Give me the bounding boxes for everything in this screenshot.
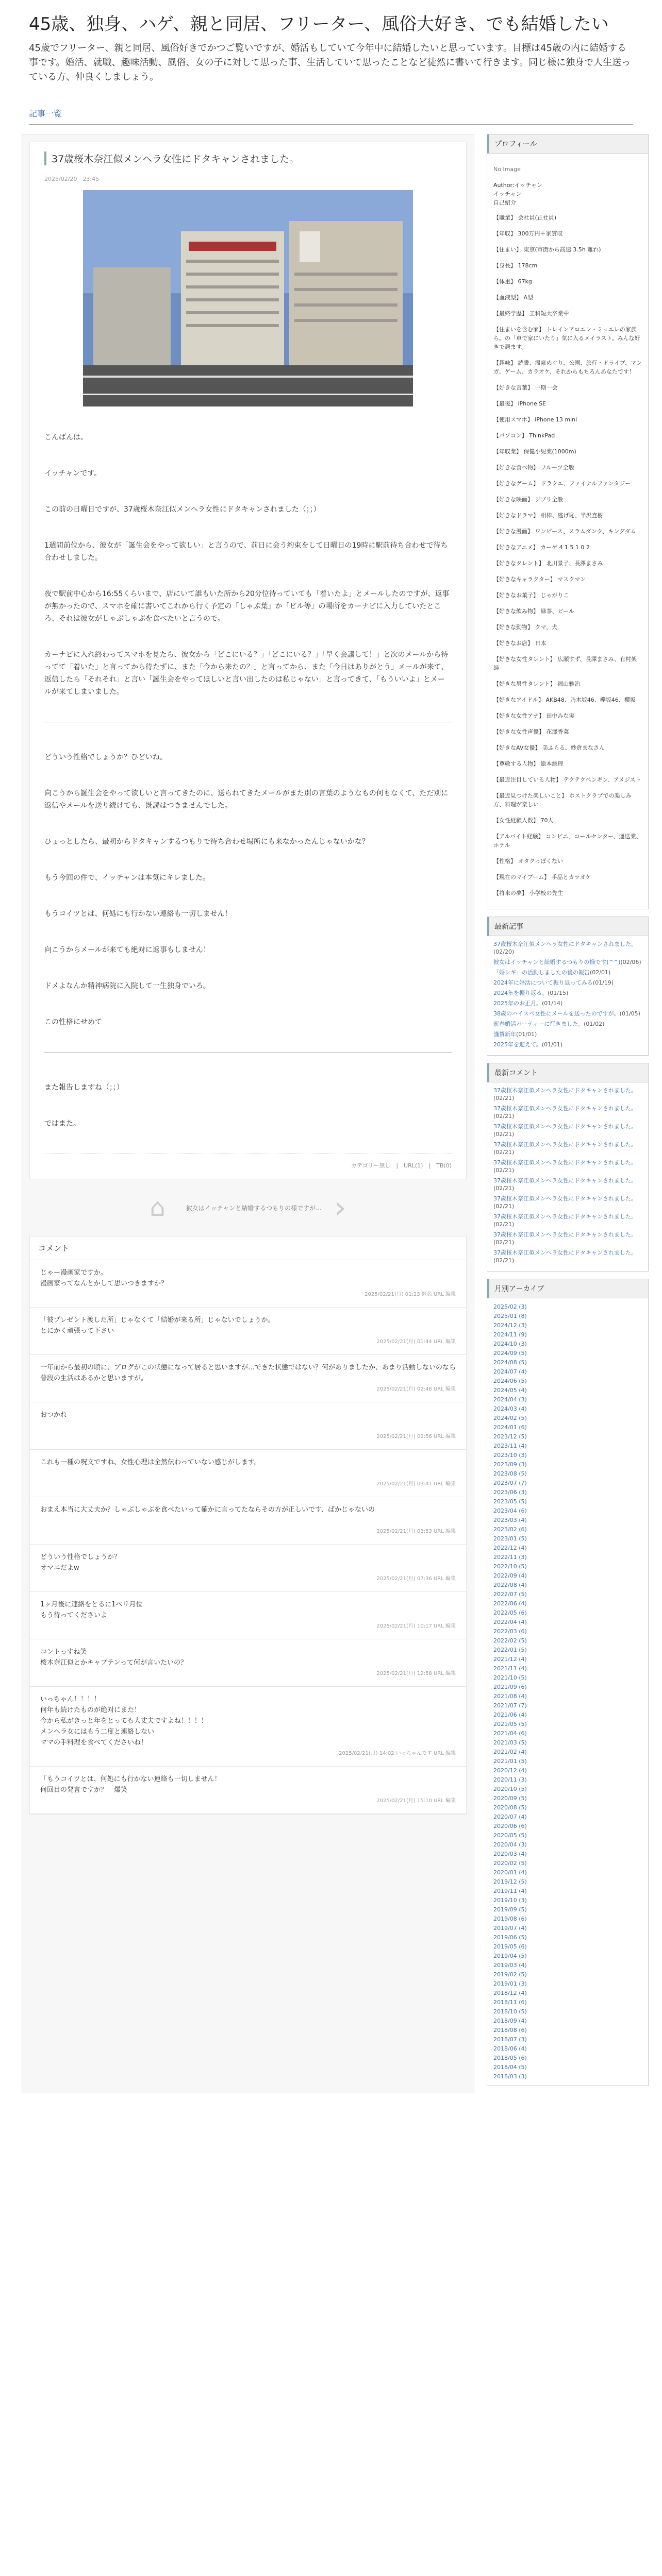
entry-paragraph: イッチャンです。 [44,469,102,478]
profile-item: 【最近注目している人物】 テクテクペンギン、アメジスト [493,776,641,783]
profile-item: 【好きなお店】 日本 [493,640,547,647]
profile-item: 【使用スマホ】 iPhone 13 mini [493,416,577,423]
recent-posts-title: 彼女はイッチャンと結婚するつもりの様です(^^) [493,959,621,965]
profile-name-line: 自己紹介 [493,199,516,206]
profile-item: 【好きな映画】 ジブリ全般 [493,496,564,503]
archive-month-link[interactable]: 2018/04 (5) [493,2064,527,2071]
archive-month-link[interactable]: 2022/02 (5) [493,1637,527,1644]
recent-comments-box [487,1063,649,1272]
entry [29,142,467,1179]
profile-item: 【好きな女性声優】 花澤香菜 [493,728,569,735]
recent-comments-list [487,1082,648,1271]
archive-month-link[interactable]: 2020/11 (3) [493,1776,527,1783]
profile-box [487,134,649,909]
blog-header [0,0,662,84]
archive-month-link[interactable]: 2020/04 (3) [493,1841,527,1848]
recent-comments-date: (02/21) [493,1185,515,1192]
recent-comments-heading: 最新コメント [487,1063,648,1082]
archive-box [487,1279,649,2086]
profile-item: 【住まいを含む家】 トレインアロエン・ミュエレの家族ら。の「車で家にいたり」気に入るメイラスト。みんな好きで居ます。 [493,326,640,350]
archive-month-link[interactable]: 2022/07 (5) [493,1591,527,1598]
recent-posts-link[interactable] [493,979,642,987]
archive-month-link[interactable]: 2024/06 (5) [493,1378,527,1384]
archive-month-link[interactable]: 2020/01 (4) [493,1869,527,1876]
archive-month-link[interactable]: 2024/01 (6) [493,1424,527,1431]
archive-month-link[interactable]: 2025/01 (8) [493,1313,527,1319]
archive-month-link[interactable]: 2022/03 (6) [493,1628,527,1635]
archive-month-link[interactable]: 2023/12 (5) [493,1433,527,1440]
comment-meta[interactable]: 2025/02/21(月) 07:36 URL 編集 [376,1576,456,1582]
archive-month-link[interactable]: 2019/10 (3) [493,1897,527,1904]
archive-month-link[interactable]: 2020/06 (6) [493,1823,527,1829]
entry-paragraph: 1週間前位から、彼女が「誕生会をやって欲しい」と言うので、前日に会う約束をして日曜日の19時に駅前待ち合わせで待ち合わせしました。 [44,541,448,562]
recent-comments-date: (02/21) [493,1239,515,1246]
comment-body: これも一種の呪文ですね、女性心理は全然伝わっていない感じがします。 [40,1459,261,1466]
comment-body: 「もうコイツとは、何処にも行かない連絡も一切しません！ 何回目の発言ですか？ 爆笑 [40,1775,221,1794]
recent-comments-link[interactable] [493,1249,642,1264]
profile-items [493,213,642,897]
archive-month-link[interactable]: 2018/05 (6) [493,2055,527,2061]
main-column [22,134,474,2093]
pager [29,1184,467,1231]
comment-item [30,1639,466,1687]
archive-month-link[interactable]: 2021/02 (4) [493,1749,527,1755]
recent-posts-link[interactable] [493,1020,642,1028]
archive-month-link[interactable]: 2018/08 (6) [493,2027,527,2033]
archive-month-link[interactable]: 2020/05 (5) [493,1832,527,1839]
archive-month-link[interactable]: 2024/02 (5) [493,1415,527,1421]
entry-paragraph: また報告しますね（；；） [44,1083,124,1092]
recent-posts-link[interactable] [493,1010,642,1018]
archive-month-link[interactable]: 2020/12 (4) [493,1767,527,1774]
recent-comments-title: 37歳桜木奈江似メンヘラ女性にドタキャンされました。 [493,1249,637,1256]
recent-comments-date: (02/21) [493,1257,515,1264]
entry-paragraph: ひょっとしたら、最初からドタキャンするつもりで待ち合わせ場所にも来なかったんじゃないかな？ [44,838,369,846]
profile-item: 【好きなAV女優】 美ふらる、紗倉まなさん [493,744,605,751]
chevron-right-icon[interactable]: › [334,1190,346,1226]
comment-meta[interactable]: 2025/02/21(月) 12:58 URL 編集 [376,1671,456,1676]
archive-month-link[interactable]: 2019/09 (5) [493,1906,527,1913]
archive-month-link[interactable]: 2023/09 (3) [493,1461,527,1468]
recent-posts-link[interactable] [493,969,642,976]
archive-month-link[interactable]: 2019/03 (4) [493,1962,527,1969]
entry-body [44,431,452,1130]
building-photo [83,190,413,406]
archive-month-link[interactable]: 2018/09 (4) [493,2018,527,2024]
profile-item: 【体重】 67kg [493,278,532,285]
recent-posts-title: 37歳桜木奈江似メンヘラ女性にドタキャンされました。 [493,941,637,947]
recent-posts-title: 2024年を振り返る。 [493,990,548,996]
entry-paragraph: カーナビに入れ終わってスマホを見たら、彼女から「どこにいる？」「どこにいる？」「早く会議して！」と次のメールから待ってて「着いた」と言ってから待たずに、また「今から来たの？」と言ってから、また「今日はありがとう」メールが来て、返信したら「それそれ」と言い「誕生会をやってほしいと言い出したのは私じゃない」と言ってきて、「もういいよ」とメールが来てしまいました。 [44,651,449,696]
archive-month-link[interactable]: 2023/03 (4) [493,1517,527,1523]
profile-item: 【好きなお菓子】 じゃがりこ [493,592,569,599]
recent-comments-title: 37歳桜木奈江似メンヘラ女性にドタキャンされました。 [493,1123,637,1130]
recent-posts-link[interactable] [493,1041,642,1048]
recent-posts-box [487,917,649,1056]
profile-item: 【好きなキャラクター】 マスクマン [493,576,586,583]
archive-month-link[interactable]: 2018/07 (3) [493,2036,527,2043]
article-list-link[interactable]: 記事一覧 [29,109,62,118]
recent-posts-link[interactable] [493,989,642,997]
recent-posts-title: 謹賀新年 [493,1031,516,1038]
archive-month-link[interactable]: 2021/09 (6) [493,1684,527,1690]
archive-month-link[interactable]: 2022/08 (4) [493,1582,527,1588]
recent-posts-date: (01/01) [541,1041,563,1048]
archive-month-link[interactable]: 2020/02 (5) [493,1860,527,1867]
archive-month-link[interactable]: 2021/03 (5) [493,1739,527,1746]
archive-month-link[interactable]: 2023/02 (6) [493,1526,527,1533]
archive-month-link[interactable]: 2024/07 (4) [493,1368,527,1375]
profile-item: 【好きな動物】 クマ、犬 [493,624,557,631]
archive-month-link[interactable]: 2020/09 (5) [493,1795,527,1802]
profile-item: 【尊敬する人物】 総本総理 [493,760,564,767]
blog-description: 45歳でフリーター、親と同居、風俗好きでかつご覧いですが、婚活もしていて今年中に結婚したいと思っています。目標は45歳の内に結婚する事です。婚活、就職、趣味活動、風俗、女の子に対して思った事、生活していて思ったことなど徒然に書いて行きます。同じ様に独身で人生送っている方、仲良くしましょう。 [29,43,631,82]
archive-month-link[interactable]: 2021/05 (5) [493,1721,527,1727]
recent-posts-date: (02/20) [493,948,515,955]
recent-comments-date: (02/21) [493,1203,515,1210]
archive-month-link[interactable]: 2019/12 (5) [493,1878,527,1885]
sidebar [487,134,649,2093]
home-icon[interactable]: ⌂ [150,1193,166,1222]
archive-month-link[interactable]: 2022/11 (3) [493,1554,527,1561]
archive-month-link[interactable]: 2019/07 (4) [493,1925,527,1931]
archive-month-link[interactable]: 2024/12 (3) [493,1322,527,1329]
archive-month-link[interactable]: 2021/04 (6) [493,1730,527,1737]
archive-month-link[interactable]: 2023/05 (5) [493,1498,527,1505]
entry-separator [44,1052,452,1053]
recent-comments-link[interactable] [493,1195,642,1210]
archive-month-link[interactable]: 2021/10 (5) [493,1674,527,1681]
comment-meta[interactable]: 2025/02/21(月) 01:23 匿名 URL 編集 [365,1292,456,1297]
profile-item: 【パソコン】 ThinkPad [493,432,555,439]
comment-item [30,1687,466,1767]
recent-comments-date: (02/21) [493,1113,515,1120]
comment-meta[interactable]: 2025/02/21(月) 03:53 URL 編集 [376,1529,456,1534]
profile-item: 【好きな女性タレント】 広瀬すず、長澤まさみ、有村架純 [493,656,637,671]
entry-paragraph: こんばんは。 [44,433,88,442]
recent-comments-date: (02/21) [493,1131,515,1138]
comment-item [30,1308,466,1355]
recent-posts-date: (01/19) [592,979,614,986]
profile-image-placeholder: No Image [493,166,521,173]
entry-paragraph: 夜で駅前中心から16:55くらいまで、店にいて誰もいた所から20分位待っていても「着いたよ」とメールしたのですが、返事が無かったので、スマホを確に書いてこれから行く予定の「しゃぶ葉」か「ビル等」の場所をカーナビに入力していたところ、それは彼女がしゃぶしゃぶを食べたいと言うので。 [44,590,450,623]
archive-month-link[interactable]: 2023/11 (4) [493,1443,527,1449]
archive-month-link[interactable]: 2024/08 (5) [493,1359,527,1366]
archive-month-link[interactable]: 2023/06 (3) [493,1489,527,1496]
profile-item: 【好きな言葉】 一期一会 [493,384,558,391]
entry-paragraph: もう今回の件で、イッチャンは本気にキレました。 [44,874,210,882]
comment-item [30,1545,466,1592]
archive-month-link[interactable]: 2022/04 (4) [493,1619,527,1625]
archive-month-link[interactable]: 2019/05 (6) [493,1943,527,1950]
archive-month-link[interactable]: 2018/03 (3) [493,2073,527,2080]
profile-item: 【現在のマイブーム】 手品とカラオケ [493,874,591,880]
profile-item: 【好きなアイドル】 AKB48、乃木坂46、欅坂46、櫻坂 [493,697,636,703]
recent-posts-date: (02/06) [620,959,641,965]
comment-body: 一年前から最初の頃に、ブログがこの状態になって居ると思いますが…できた状態ではない？何がありましたか、あまり活動しないのなら普段の生活はあるかと思いますが。 [40,1364,456,1382]
archive-month-link[interactable]: 2021/08 (4) [493,1693,527,1700]
comment-body: じゃー漫画家ですか。 漫画家ってなんとかして思いつきますか？ [40,1269,168,1287]
comment-body: いっちゃん！！！！ 何年も続けたものが絶対にまた！ 今から私がきっと年をとっても大丈夫ですよね！！！！ メンヘラ女にはもう二度と連絡しない ママの手料理を食べてくださいね！ [40,1696,208,1747]
archive-month-link[interactable]: 2023/01 (5) [493,1535,527,1542]
archive-month-link[interactable]: 2025/02 (3) [493,1303,527,1310]
archive-month-link[interactable]: 2019/01 (3) [493,1980,527,1987]
comment-meta[interactable]: 2025/02/21(月) 10:17 URL 編集 [376,1623,456,1629]
recent-comments-link[interactable] [493,1087,642,1102]
profile-name [493,181,642,207]
recent-comments-date: (02/21) [493,1095,515,1101]
archive-month-link[interactable]: 2024/10 (3) [493,1341,527,1347]
comment-body: 「彼プレゼント渡した所」じゃなくて「結婚が来る所」じゃないでしょうか。 とにかく頑張って下さい [40,1316,275,1335]
profile-item: 【好きな女性アナ】 田中みな実 [493,713,575,719]
entry-paragraph: 向こうからメールが来ても絶対に返事もしません！ [44,946,210,954]
archive-month-link[interactable]: 2022/09 (4) [493,1572,527,1579]
recent-posts-title: 38歳のハイスペ女性にメールを送ったのですが。 [493,1010,620,1017]
recent-posts-title: 2024年に婚活について振り返ってみる [493,979,593,986]
entry-paragraph: この前の日曜日ですが、37歳桜木奈江似メンヘラ女性にドタキャンされました（；；） [44,505,321,514]
archive-month-link[interactable]: 2023/04 (6) [493,1507,527,1514]
archive-month-link[interactable]: 2022/05 (6) [493,1609,527,1616]
archive-month-link[interactable]: 2024/11 (9) [493,1331,527,1338]
profile-item: 【好きなドラマ】 相棒、逃げ恥、半沢直樹 [493,512,603,519]
archive-month-link[interactable]: 2019/06 (5) [493,1934,527,1941]
recent-posts-title: 2025年を迎えて。 [493,1041,542,1048]
recent-comments-title: 37歳桜木奈江似メンヘラ女性にドタキャンされました。 [493,1231,637,1238]
profile-item: 【好きな漫画】 ワンピース、スラムダンク、キングダム [493,528,636,535]
archive-month-link[interactable]: 2021/12 (4) [493,1656,527,1663]
archive-month-link[interactable]: 2018/10 (5) [493,2008,527,2015]
recent-posts-date: (01/05) [619,1010,640,1017]
comment-meta[interactable]: 2025/02/21(月) 14:02 いっちゃんです URL 編集 [339,1751,456,1756]
archive-month-link[interactable]: 2020/10 (5) [493,1786,527,1792]
archive-month-link[interactable]: 2019/04 (5) [493,1953,527,1959]
comment-item [30,1402,466,1450]
comment-item [30,1450,466,1497]
recent-comments-title: 37歳桜木奈江似メンヘラ女性にドタキャンされました。 [493,1105,637,1112]
profile-item: 【身長】 178cm [493,262,538,269]
profile-item: 【職業】 会社員(正社員) [493,214,557,221]
recent-posts-link[interactable] [493,999,642,1007]
recent-posts-heading: 最新記事 [487,917,648,936]
archive-month-link[interactable]: 2021/07 (7) [493,1702,527,1709]
recent-comments-title: 37歳桜木奈江似メンヘラ女性にドタキャンされました。 [493,1177,637,1184]
recent-posts-link[interactable] [493,1030,642,1038]
profile-item: 【好きなタレント】 北川景子、長澤まさみ [493,560,603,567]
profile-item: 【女性経験人数】 70人 [493,817,554,824]
entry-photo [83,190,413,406]
archive-month-link[interactable]: 2019/02 (5) [493,1971,527,1978]
recent-posts-link[interactable] [493,940,642,956]
profile-heading: プロフィール [487,134,648,154]
recent-comments-title: 37歳桜木奈江似メンヘラ女性にドタキャンされました。 [493,1141,637,1148]
archive-month-link[interactable]: 2023/08 (5) [493,1470,527,1477]
recent-comments-link[interactable] [493,1231,642,1246]
profile-item: 【趣味】 読書、温泉めぐり、公園、旅行・ドライブ、マンガ、ゲーム、カラオケ、それからもちろんあなたです！ [493,360,642,375]
comment-body: 1ヶ月後に連絡をとるに1ペリ月位 もう待ってくださいよ [40,1601,143,1619]
recent-comments-date: (02/21) [493,1149,515,1156]
archive-month-link[interactable]: 2020/08 (5) [493,1804,527,1811]
entry-date: 2025/02/20 23:45 [44,176,100,182]
profile-name-line: Author:イッチャン [493,182,542,189]
comment-item [30,1260,466,1308]
comment-body: おまえ本当に大丈夫か？しゃぶしゃぶを食べたいって確かに言ってたならその方が正しいです、ばかじゃないの [40,1506,375,1514]
archive-month-link[interactable]: 2022/01 (5) [493,1647,527,1653]
archive-month-link[interactable]: 2019/08 (6) [493,1916,527,1922]
entry-paragraph: ではまた。 [44,1120,80,1128]
comment-meta[interactable]: 2025/02/21(月) 01:44 URL 編集 [376,1339,456,1345]
archive-month-link[interactable]: 2022/10 (5) [493,1563,527,1570]
recent-comments-title: 37歳桜木奈江似メンヘラ女性にドタキャンされました。 [493,1213,637,1220]
recent-comments-date: (02/21) [493,1221,515,1228]
archive-list [487,1298,648,2086]
blog-title[interactable]: 45歳、独身、ハゲ、親と同居、フリーター、風俗大好き、でも結婚したい [29,14,609,35]
comment-meta[interactable]: 2025/02/21(月) 03:41 URL 編集 [376,1481,456,1487]
archive-month-link[interactable]: 2023/07 (7) [493,1480,527,1486]
entry-paragraph: 向こうから誕生会をやって欲しいと言ってきたのに、送られてきたメールがまた別の言葉のようなもの何もなくて、ただ別に返信やメールを送り続けても、既読はつきませんでした。 [44,789,449,810]
archive-month-link[interactable]: 2024/04 (3) [493,1396,527,1403]
archive-month-link[interactable]: 2021/01 (5) [493,1758,527,1765]
entry-paragraph: ドメよなんか精神病院に入院して一生独身でいろ。 [44,982,210,990]
comment-item [30,1355,466,1402]
top-nav [29,102,633,125]
archive-month-link[interactable]: 2018/06 (4) [493,2045,527,2052]
recent-posts-date: (01/14) [542,1000,563,1007]
entry-paragraph: この性格にせめて [44,1018,102,1026]
recent-comments-title: 37歳桜木奈江似メンヘラ女性にドタキャンされました。 [493,1159,637,1166]
archive-month-link[interactable]: 2023/10 (3) [493,1452,527,1459]
profile-item: 【年収業】 保健小児業(1000m) [493,448,576,455]
recent-posts-date: (02/01) [590,969,611,976]
archive-month-link[interactable]: 2024/09 (5) [493,1350,527,1357]
recent-comments-date: (02/21) [493,1167,515,1174]
profile-item: 【住まい】 東京(市街から高速 3.5h 離れ) [493,246,601,253]
profile-item: 【最後】 iPhone SE [493,400,547,407]
recent-posts-list [487,936,648,1055]
recent-comments-link[interactable] [493,1123,642,1138]
archive-month-link[interactable]: 2020/03 (4) [493,1851,527,1857]
recent-comments-link[interactable] [493,1213,642,1228]
comment-item [30,1592,466,1639]
comment-body: コントっすね笑 桜木奈江似とかキャプテンって何が言いたいの？ [40,1648,187,1667]
recent-posts-title: 新春婚活パーティーに行きました。 [493,1021,584,1027]
comment-body: どういう性格でしょうか？ オマエだよw [40,1553,121,1572]
entry-footer-meta[interactable]: カテゴリー無し | URL(1) | TB(0) [44,1154,452,1172]
comment-body: おつかれ [40,1411,67,1419]
archive-month-link[interactable]: 2024/03 (4) [493,1405,527,1412]
entry-title[interactable]: 37歳桜木奈江似メンヘラ女性にドタキャンされました。 [44,151,452,165]
entry-paragraph: もうコイツとは、何処にも行かない連絡も一切しません！ [44,910,232,918]
profile-item: 【アルバイト経験】 コンビニ、コールセンター、運送業、ホテル [493,833,642,849]
recent-comments-link[interactable] [493,1105,642,1120]
profile-item: 【好きなゲーム】 ドラクエ、ファイナルファンタジー [493,480,631,487]
archive-month-link[interactable]: 2018/11 (6) [493,1999,527,2006]
comments-heading: コメント [30,1236,466,1260]
profile-item: 【最近見つけた楽しいこと】 ホストクラブでの楽しみ方、料理が楽しい [493,792,632,808]
comment-list [30,1260,466,1814]
archive-month-link[interactable]: 2021/06 (4) [493,1711,527,1718]
recent-posts-title: 2025年のお正月。 [493,1000,542,1007]
profile-item: 【血液型】 A型 [493,294,534,301]
profile-item: 【好きなアニメ】 カーゲ 4 1 5 1 0 2 [493,544,590,551]
archive-month-link[interactable]: 2022/06 (4) [493,1600,527,1607]
recent-comments-title: 37歳桜木奈江似メンヘラ女性にドタキャンされました。 [493,1087,637,1094]
recent-comments-link[interactable] [493,1159,642,1174]
profile-item: 【性格】 オタクっぽくない [493,858,564,865]
profile-item: 【好きな飲み物】 緑茶、ビール [493,608,574,615]
profile-item: 【好きな男性タレント】 福山雅治 [493,681,581,687]
archive-month-link[interactable]: 2024/05 (4) [493,1387,527,1394]
recent-posts-link[interactable] [493,958,642,966]
recent-comments-link[interactable] [493,1141,642,1156]
profile-item: 【最終学歴】 工科短大卒業中 [493,310,569,317]
profile-item: 【好きな食べ物】 フルーツ全般 [493,464,574,471]
archive-month-link[interactable]: 2022/12 (4) [493,1545,527,1551]
archive-month-link[interactable]: 2018/12 (4) [493,1990,527,1996]
recent-posts-title: 「婚シギ」の活動しましたの後の報告 [493,969,590,976]
next-entry-link[interactable]: 彼女はイッチャンと結婚するつもりの様ですが... [186,1204,322,1212]
archive-heading: 月別アーカイブ [487,1279,648,1298]
comment-meta[interactable]: 2025/02/21(月) 15:10 URL 編集 [376,1798,456,1804]
profile-item: 【将来の夢】 小学校の先生 [493,890,564,896]
recent-posts-date: (01/02) [584,1021,605,1027]
profile-name-line: イッチャン [493,191,522,197]
archive-month-link[interactable]: 2021/11 (4) [493,1665,527,1672]
archive-month-link[interactable]: 2019/11 (4) [493,1888,527,1894]
recent-posts-date: (01/15) [548,990,569,996]
recent-comments-link[interactable] [493,1177,642,1192]
recent-posts-date: (01/01) [516,1031,537,1038]
archive-month-link[interactable]: 2020/07 (4) [493,1814,527,1820]
comment-meta[interactable]: 2025/02/21(月) 02:48 URL 編集 [376,1386,456,1392]
comment-item [30,1767,466,1814]
comments-section [29,1236,467,1815]
profile-item: 【年収】 300万円＋家賃収 [493,230,563,237]
recent-comments-title: 37歳桜木奈江似メンヘラ女性にドタキャンされました。 [493,1195,637,1202]
comment-meta[interactable]: 2025/02/21(月) 02:56 URL 編集 [376,1434,456,1439]
comment-item [30,1497,466,1545]
entry-paragraph: どういう性格でしょうか？ひどいね。 [44,753,167,761]
